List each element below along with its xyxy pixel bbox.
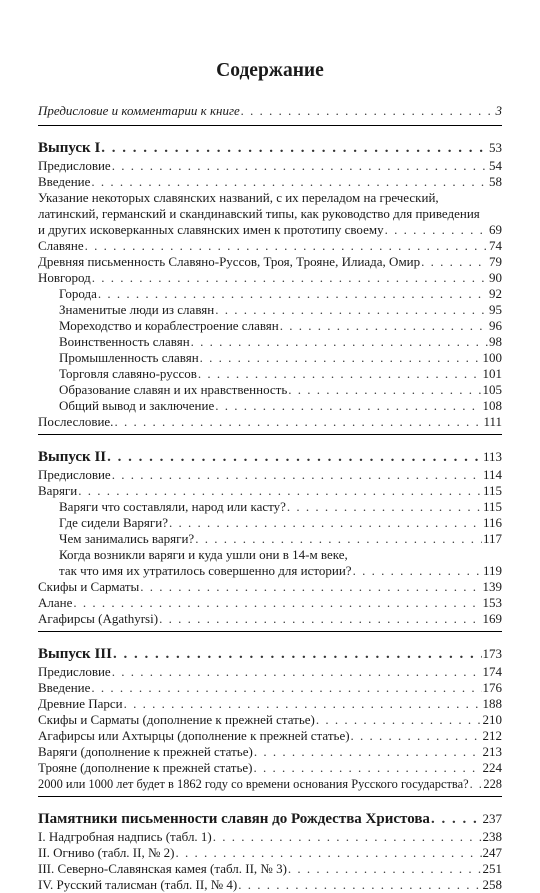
toc-entry[interactable] (38, 680, 502, 696)
toc-entry[interactable] (38, 579, 502, 595)
toc-entry-label: Древние Парси (38, 696, 123, 711)
toc-section-heading[interactable] (38, 447, 502, 467)
toc-section-label: Выпуск II (38, 449, 107, 465)
toc-page-number: 116 (482, 515, 502, 530)
toc-entry[interactable] (38, 712, 502, 728)
toc-entry-label: Трояне (дополнение к прежней статье) (38, 760, 253, 775)
toc-entry[interactable] (38, 744, 502, 760)
toc-entry[interactable] (38, 696, 502, 712)
section-divider (38, 125, 502, 138)
toc-entry[interactable] (38, 861, 502, 877)
leader-dots (316, 712, 482, 728)
leader-dots (353, 563, 482, 579)
leader-dots (140, 579, 481, 595)
toc-entry-label: Славяне (38, 238, 84, 253)
toc-page-number: 113 (482, 449, 502, 464)
leader-dots (169, 515, 482, 531)
toc-page-number: 251 (482, 861, 502, 876)
toc-section-heading[interactable] (38, 809, 502, 829)
toc-page-number: 119 (482, 563, 502, 578)
toc-subentry[interactable] (38, 350, 502, 366)
toc-entry[interactable] (38, 760, 502, 776)
section-divider (38, 631, 502, 644)
leader-dots (85, 238, 488, 254)
leader-dots (98, 286, 488, 302)
toc-entry-label: IV. Русский талисман (табл. II, № 4) (38, 877, 238, 892)
toc-page-number: 92 (489, 286, 502, 301)
leader-dots (431, 810, 482, 829)
leader-dots (78, 483, 482, 499)
toc-subentry[interactable] (38, 382, 502, 398)
toc-page-number: 114 (482, 467, 502, 482)
toc-page-number: 79 (489, 254, 502, 269)
section-divider (38, 434, 502, 447)
toc-entry-label-line: латинский, германский и скандинавский типы, как руководство для приведения (38, 206, 480, 221)
leader-dots (107, 448, 482, 467)
toc-page-number: 108 (482, 398, 502, 413)
leader-dots (213, 829, 482, 845)
toc-entry-label-line: Когда возникли варяги и куда ушли они в 14-м веке, (59, 547, 348, 562)
toc-entry[interactable] (38, 776, 502, 792)
leader-dots (238, 877, 481, 893)
toc-section-heading[interactable] (38, 644, 502, 664)
toc-page (38, 60, 502, 893)
toc-entry-label-line: так что имя их утратилось совершенно для истории? (59, 563, 352, 578)
leader-dots (215, 398, 481, 414)
leader-dots (159, 611, 481, 627)
leader-dots (195, 531, 482, 547)
toc-page-number: 212 (482, 728, 502, 743)
toc-entry[interactable] (38, 483, 502, 499)
leader-dots (351, 728, 482, 744)
leader-dots (112, 158, 488, 174)
toc-entry[interactable] (38, 270, 502, 286)
toc-entry-label: Послесловие. (38, 414, 114, 429)
table-of-contents (38, 103, 502, 893)
toc-page-number: 153 (482, 595, 502, 610)
toc-entry-label-line: и других исковерканных славянских имен к прототипу своему (38, 222, 384, 237)
toc-page-number: 101 (482, 366, 502, 381)
toc-entry-label: Предисловие (38, 158, 111, 173)
toc-subentry[interactable] (38, 302, 502, 318)
leader-dots (280, 318, 488, 334)
toc-entry-label: Агафирсы (Agathyrsi) (38, 611, 159, 626)
toc-page-number: 213 (482, 744, 502, 759)
leader-dots (254, 760, 482, 776)
leader-dots (287, 499, 482, 515)
toc-page-number: 258 (482, 877, 502, 892)
toc-entry-label: III. Северно-Славянская камея (табл. II, № 3) (38, 861, 287, 876)
leader-dots (101, 139, 488, 158)
toc-page-number: 3 (495, 103, 502, 118)
toc-entry-label: I. Надгробная надпись (табл. 1) (38, 829, 212, 844)
toc-entry-label: II. Огниво (табл. II, № 2) (38, 845, 175, 860)
toc-subentry[interactable] (38, 366, 502, 382)
toc-page-number: 139 (482, 579, 502, 594)
toc-page-number: 115 (482, 483, 502, 498)
toc-page-number: 115 (482, 499, 502, 514)
leader-dots (91, 680, 481, 696)
toc-page-number: 176 (482, 680, 502, 695)
toc-page-number: 74 (489, 238, 502, 253)
toc-entry[interactable] (38, 728, 502, 744)
toc-subentry-multiline[interactable] (38, 547, 502, 579)
toc-subentry[interactable] (38, 398, 502, 414)
toc-subentry[interactable] (38, 515, 502, 531)
toc-entry-label: Воинственность славян (59, 334, 190, 349)
toc-page-number: 95 (489, 302, 502, 317)
toc-subentry[interactable] (38, 531, 502, 547)
toc-entry[interactable] (38, 845, 502, 861)
toc-entry[interactable] (38, 829, 502, 845)
toc-page-number: 100 (482, 350, 502, 365)
toc-subentry[interactable] (38, 334, 502, 350)
toc-entry-label: Варяги (дополнение к прежней статье) (38, 744, 253, 759)
toc-entry-label: Введение (38, 174, 91, 189)
toc-page-number: 105 (482, 382, 502, 397)
toc-entry-label: Предисловие (38, 467, 111, 482)
section-divider (38, 796, 502, 809)
leader-dots (73, 595, 481, 611)
leader-dots (175, 845, 481, 861)
toc-page-number: 98 (489, 334, 502, 349)
toc-entry[interactable] (38, 414, 502, 430)
toc-page-number: 173 (482, 646, 502, 661)
toc-page-number: 174 (482, 664, 502, 679)
leader-dots (421, 254, 488, 270)
toc-page-number: 58 (489, 174, 502, 189)
toc-entry-label: Промышленность славян (59, 350, 199, 365)
toc-entry[interactable] (38, 611, 502, 627)
toc-entry-label: Города (59, 286, 97, 301)
toc-entry-label: Предисловие и комментарии к книге (38, 103, 240, 118)
leader-dots (288, 861, 482, 877)
toc-entry-label: Скифы и Сарматы (38, 579, 140, 594)
toc-page-number: 90 (489, 270, 502, 285)
toc-page-number: 224 (482, 760, 502, 775)
toc-entry-multiline[interactable] (38, 190, 502, 238)
toc-page-number: 69 (489, 222, 502, 237)
toc-entry-label: Варяги что составляли, народ или касту? (59, 499, 286, 514)
leader-dots (191, 334, 488, 350)
toc-entry-label: Торговля славяно-руссов (59, 366, 197, 381)
toc-entry-label: 2000 или 1000 лет будет в 1862 году со времени основания Русского государства? (38, 777, 469, 791)
toc-entry[interactable] (38, 254, 502, 270)
toc-section-label: Выпуск I (38, 140, 101, 156)
leader-dots (91, 174, 488, 190)
toc-page-number: 169 (482, 611, 502, 626)
toc-entry-label: Новгород (38, 270, 91, 285)
toc-page-number: 228 (483, 777, 502, 791)
toc-section-label: Памятники письменности славян до Рождества Христова (38, 811, 430, 827)
toc-entry[interactable] (38, 238, 502, 254)
leader-dots (200, 350, 482, 366)
leader-dots (241, 103, 495, 119)
toc-entry[interactable] (38, 174, 502, 190)
toc-section-label: Выпуск III (38, 646, 112, 662)
toc-entry-label: Предисловие (38, 664, 111, 679)
toc-entry-label: Введение (38, 680, 91, 695)
leader-dots (385, 222, 488, 238)
toc-entry-label: Древняя письменность Славяно-Руссов, Троя, Трояне, Илиада, Омир (38, 254, 421, 269)
toc-entry[interactable] (38, 595, 502, 611)
toc-page-number: 117 (482, 531, 502, 546)
toc-entry[interactable] (38, 664, 502, 680)
leader-dots (254, 744, 482, 760)
toc-page-number: 53 (489, 140, 502, 155)
leader-dots (288, 382, 481, 398)
leader-dots (470, 776, 483, 792)
page-title: Содержание (216, 60, 324, 81)
leader-dots (92, 270, 488, 286)
leader-dots (113, 645, 482, 664)
leader-dots (198, 366, 482, 382)
toc-entry-label: Скифы и Сарматы (дополнение к прежней статье) (38, 712, 315, 727)
toc-subentry[interactable] (38, 286, 502, 302)
toc-page-number: 188 (482, 696, 502, 711)
leader-dots (215, 302, 488, 318)
toc-page-number: 210 (482, 712, 502, 727)
toc-page-number: 111 (483, 414, 502, 429)
toc-entry-label: Где сидели Варяги? (59, 515, 168, 530)
leader-dots (114, 414, 482, 430)
toc-entry[interactable] (38, 158, 502, 174)
toc-entry-label: Общий вывод и заключение (59, 398, 215, 413)
toc-entry-label: Алане (38, 595, 73, 610)
toc-entry-label: Мореходство и кораблестроение славян (59, 318, 279, 333)
toc-subentry[interactable] (38, 499, 502, 515)
toc-entry[interactable] (38, 877, 502, 893)
toc-entry[interactable] (38, 103, 502, 119)
toc-entry[interactable] (38, 467, 502, 483)
toc-entry-label: Агафирсы или Ахтырцы (дополнение к прежней статье) (38, 728, 350, 743)
toc-section-heading[interactable] (38, 138, 502, 158)
leader-dots (112, 467, 482, 483)
toc-page-number: 237 (482, 811, 502, 826)
leader-dots (124, 696, 482, 712)
toc-entry-label: Знаменитые люди из славян (59, 302, 215, 317)
toc-page-number: 96 (489, 318, 502, 333)
toc-subentry[interactable] (38, 318, 502, 334)
leader-dots (112, 664, 482, 680)
toc-entry-label: Чем занимались варяги? (59, 531, 195, 546)
toc-entry-label-line: Указание некоторых славянских названий, с их переладом на греческий, (38, 190, 439, 205)
toc-page-number: 238 (482, 829, 502, 844)
toc-entry-label: Образование славян и их нравственность (59, 382, 288, 397)
toc-page-number: 54 (489, 158, 502, 173)
toc-page-number: 247 (482, 845, 502, 860)
toc-entry-label: Варяги (38, 483, 78, 498)
